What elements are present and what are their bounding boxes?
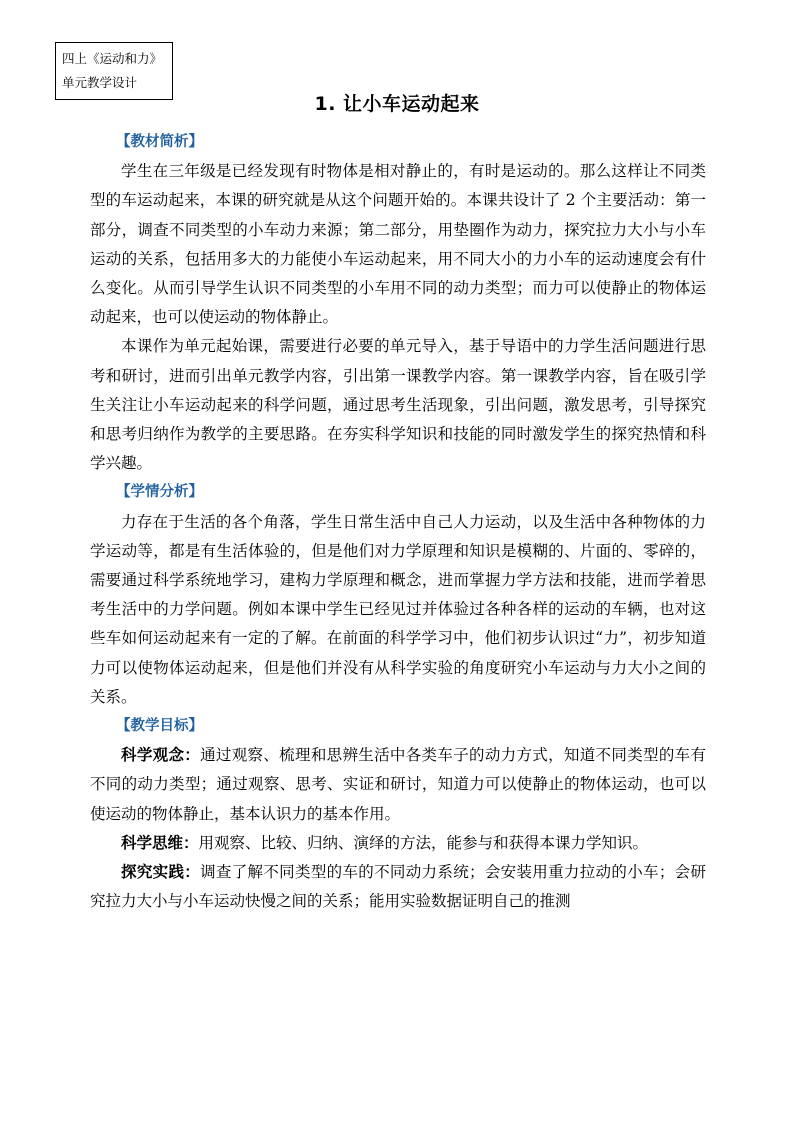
unit-label-line2: 单元教学设计 (62, 75, 138, 90)
goal-item-science-thinking (90, 829, 706, 858)
goal-item-inquiry-practice (90, 858, 706, 916)
goal-item-science-concept (90, 741, 706, 829)
lesson-title: 1. 让小车运动起来 (314, 93, 480, 115)
paragraph: 本课作为单元起始课，需要进行必要的单元导入，基于导语中的力学生活问题进行思考和研讨，进而引出单元教学内容，引出第一课教学内容。第一课教学内容，旨在吸引学生关注让小车运动起来的科学问题，通过思考生活现象，引出问题，激发思考，引导探究和思考归纳作为教学的主要思路。在夯实科学知识和技能的同时激发学生的探究热情和科学兴趣。 (90, 337, 706, 473)
paragraph: 力存在于生活的各个角落，学生日常生活中自己人力运动，以及生活中各种物体的力学运动等，都是有生活体验的，但是他们对力学原理和知识是模糊的、片面的、零碎的，需要通过科学系统地学习，建构力学原理和概念，进而掌握力学方法和技能，进而学着思考生活中的力学问题。例如本课中学生已经见过并体验过各种各样的运动的车辆，也对这些车如何运动起来有一定的了解。在前面的科学学习中，他们初步认识过“力”，初步知道力可以使物体运动起来，但是他们并没有从科学实验的角度研究小车运动与力大小之间的关系。 (90, 512, 706, 706)
goal-text: 用观察、比较、归纳、演绎的方法，能参与和获得本课力学知识。 (198, 833, 649, 852)
section-heading-student-analysis: 【学情分析】 (116, 484, 203, 501)
section-heading-textbook-analysis: 【教材简析】 (116, 134, 203, 150)
paragraph: 学生在三年级是已经发现有时物体是相对静止的，有时是运动的。那么这样让不同类型的车运动起来，本课的研究就是从这个问题开始的。本课共设计了 2 个主要活动：第一部分，调查不同类型的小车动力来源；第二部分，用垫圈作为动力，探究拉力大小与小车运动的关系，包括用多大的力能使小车运动起来，用不同大小的力小车的运动速度会有什么变化。从而引导学生认识不同类型的小车用不同的动力类型；而力可以使静止的物体运动起来，也可以使运动的物体静止。 (90, 162, 706, 327)
unit-label-line1: 四上《运动和力》 (62, 51, 163, 66)
goal-text: 通过观察、梳理和思辨生活中各类车子的动力方式，知道不同类型的车有不同的动力类型；通过观察、思考、实证和研讨，知道力可以使静止的物体运动，也可以使运动的物体静止，基本认识力的基本作用。 (90, 746, 706, 823)
section-heading-teaching-goals: 【教学目标】 (116, 718, 203, 735)
goal-label: 探究实践： (121, 863, 201, 882)
document-body (90, 128, 706, 916)
goal-label: 科学思维： (121, 833, 199, 852)
goal-label: 科学观念： (121, 746, 201, 765)
goal-text: 调查了解不同类型的车的不同动力系统；会安装用重力拉动的小车；会研究拉力大小与小车运动快慢之间的关系；能用实验数据证明自己的推测 (90, 863, 706, 911)
